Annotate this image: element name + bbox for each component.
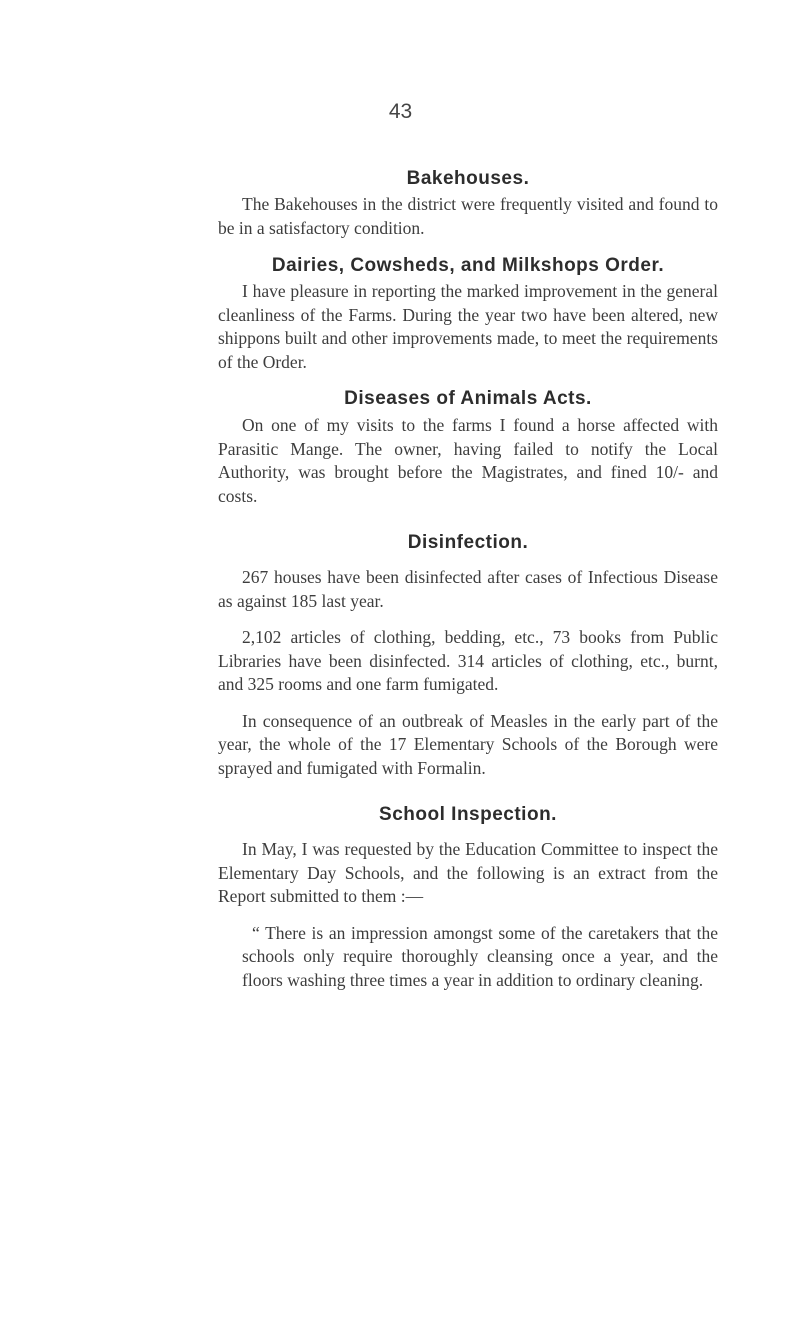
- paragraph-diseases: On one of my visits to the farms I found a horse affected with Parasitic Mange. The owner, having failed to notify the Local Authority, was brought before the Magistrates, and fined 10/- and costs.: [218, 415, 718, 506]
- section-heading-diseases: Diseases of Animals Acts.: [344, 388, 592, 409]
- page-body: [218, 168, 718, 992]
- paragraph-school-inspection: In May, I was requested by the Education Committee to inspect the Elementary Day Schools, and the following is an extract from the Report submitted to them :—: [218, 839, 718, 906]
- paragraph-disinfection-measles: In consequence of an outbreak of Measles in the early part of the year, the whole of the 17 Elementary Schools of the Borough were sprayed and fumigated with Formalin.: [218, 710, 718, 778]
- section-heading-bakehouses: Bakehouses.: [406, 168, 530, 189]
- paragraph-disinfection-articles: 2,102 articles of clothing, bedding, etc., 73 books from Public Libraries have been disinfected. 314 articles of clothing, etc., burnt, and 325 rooms and one farm fumigated.: [218, 627, 718, 694]
- paragraph-bakehouses: The Bakehouses in the district were frequently visited and found to be in a satisfactory condition.: [218, 194, 718, 238]
- page-number: 43: [388, 100, 413, 123]
- section-heading-disinfection: Disinfection.: [407, 532, 529, 553]
- paragraph-dairies: I have pleasure in reporting the marked improvement in the general cleanliness of the Farms. During the year two have been altered, new shippons built and other improvements made, to meet the requirements of the Order.: [218, 281, 718, 372]
- paragraph-disinfection-houses: 267 houses have been disinfected after cases of Infectious Disease as against 185 last year.: [218, 567, 718, 611]
- report-extract-quote: [218, 922, 718, 993]
- quote-text: “ There is an impression amongst some of the caretakers that the schools only require thoroughly cleansing once a year, and the floors washing three times a year in addition to ordinary cleaning.: [242, 922, 718, 990]
- section-heading-school-inspection: School Inspection.: [379, 804, 557, 825]
- section-heading-dairies: Dairies, Cowsheds, and Milkshops Order.: [271, 255, 665, 276]
